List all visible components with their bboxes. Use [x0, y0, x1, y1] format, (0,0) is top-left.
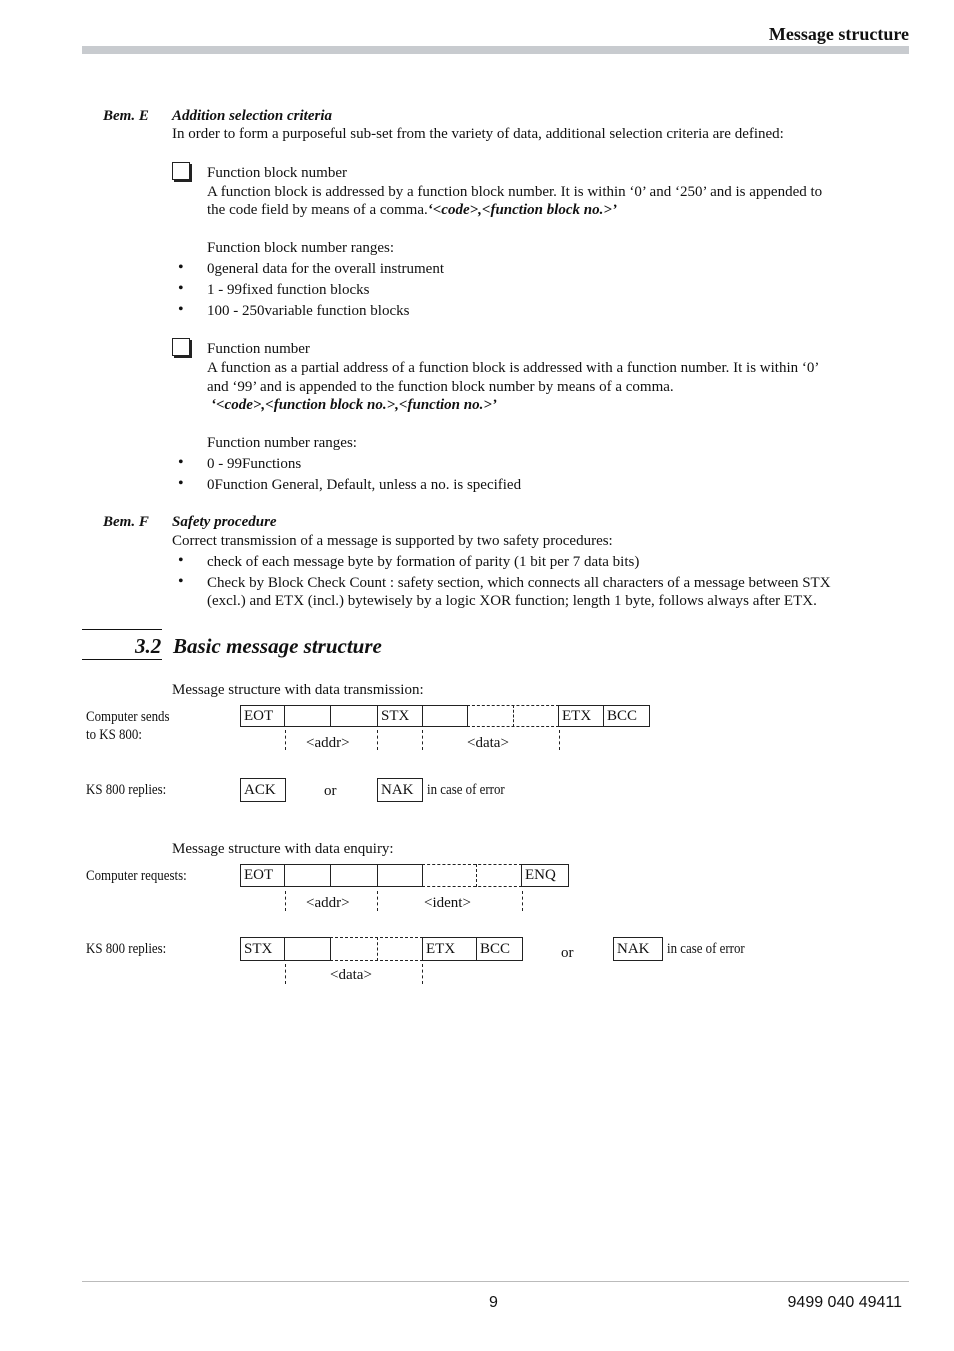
bem-e-title: Addition selection criteria [172, 108, 332, 124]
bem-f-intro: Correct transmission of a message is supported by two safety procedures: [172, 533, 613, 549]
section-title: Basic message structure [173, 634, 382, 658]
reply-label: KS 800 replies: [86, 782, 167, 798]
or-label: or [561, 945, 574, 961]
nak-box: NAK [613, 937, 663, 961]
bracket-tick [559, 730, 560, 750]
function-block-line2-text: the code field by means of a comma. [207, 202, 428, 218]
checkbox-icon [172, 338, 190, 356]
ident-label: <ident> [424, 895, 471, 911]
bracket-tick [522, 891, 523, 911]
bracket-tick [285, 964, 286, 984]
bullet-icon: • [178, 552, 184, 569]
function-block-heading: Function block number [207, 165, 347, 181]
function-block-range-0: 0general data for the overall instrument [207, 261, 444, 277]
function-number-ranges-label: Function number ranges: [207, 435, 357, 451]
section-rule-top [82, 629, 162, 630]
frame-cell-etx: ETX [422, 937, 477, 961]
frame-cell-eot: EOT [240, 705, 285, 727]
ack-box-wrap [240, 778, 286, 802]
section-number: 3.2 [135, 634, 162, 658]
bracket-tick [422, 730, 423, 750]
bracket-tick [377, 730, 378, 750]
page-number: 9 [489, 1294, 498, 1311]
data-label: <data> [467, 735, 509, 751]
bem-f-label: Bem. F [103, 514, 149, 530]
function-number-heading: Function number [207, 341, 310, 357]
function-block-range-2: 100 - 250variable function blocks [207, 303, 410, 319]
function-number-line2: and ‘99’ and is appended to the function block number by means of a comma. [207, 379, 674, 395]
frame-cell-addr-2 [330, 705, 378, 727]
function-number-syntax: ‘<code>,<function block no.>,<function no.>’ [211, 397, 497, 413]
frame-divider [467, 705, 468, 727]
bracket-tick [377, 891, 378, 911]
frame-cell-ident-dashed [422, 864, 522, 887]
request-label: Computer requests: [86, 868, 187, 884]
bem-f-item-2-line1: Check by Block Check Count : safety section, which connects all characters of a message between STX [207, 575, 831, 591]
function-number-range-1: 0Function General, Default, unless a no. is specified [207, 477, 522, 493]
reply-frame [240, 937, 523, 961]
page-header-title: Message structure [768, 24, 909, 44]
section-rule-bottom [82, 659, 162, 660]
sender-label-line2: to KS 800: [86, 727, 142, 743]
function-block-line2 [207, 201, 617, 219]
nak-box-wrap [377, 778, 423, 802]
function-number-range-0: 0 - 99Functions [207, 456, 302, 472]
bullet-icon: • [178, 259, 184, 276]
bem-f-item-1: check of each message byte by formation of parity (1 bit per 7 data bits) [207, 554, 640, 570]
function-block-line1: A function block is addressed by a function block number. It is within ‘0’ and ‘250’ and is appended to [207, 184, 823, 200]
frame-divider [422, 864, 423, 887]
function-block-syntax: ‘<code>,<function block no.>’ [427, 202, 617, 218]
error-note: in case of error [667, 941, 745, 957]
reply-label: KS 800 replies: [86, 941, 167, 957]
transmission-frame [240, 705, 650, 727]
frame-cell-data-1 [422, 705, 468, 727]
bem-f-item-2-line2: (excl.) and ETX (incl.) bytewisely by a logic XOR function; length 1 byte, follows always after ETX. [207, 593, 817, 609]
frame-divider [513, 705, 514, 727]
function-block-ranges-label: Function block number ranges: [207, 240, 395, 256]
frame-cell-bcc: BCC [476, 937, 523, 961]
frame-cell-stx: STX [240, 937, 285, 961]
frame-cell-etx: ETX [558, 705, 604, 727]
bullet-icon: • [178, 280, 184, 297]
addr-label: <addr> [306, 735, 350, 751]
nak-box-wrap [613, 937, 663, 961]
frame-cell-stx: STX [377, 705, 423, 727]
frame-cell-eot: EOT [240, 864, 285, 887]
frame-cell-addr-1 [284, 864, 331, 887]
bullet-icon: • [178, 301, 184, 318]
transmission-caption: Message structure with data transmission: [172, 682, 424, 698]
or-label: or [324, 783, 337, 799]
frame-cell-data-1 [284, 937, 331, 961]
bracket-tick [422, 964, 423, 984]
sender-label-line1: Computer sends [86, 709, 170, 725]
frame-cell-bcc: BCC [603, 705, 650, 727]
frame-divider [377, 937, 378, 961]
data-label: <data> [330, 967, 372, 983]
frame-cell-addr-1 [284, 705, 331, 727]
function-number-line1: A function as a partial address of a function block is addressed with a function number. It is within ‘0’ [207, 360, 820, 376]
bem-e-intro: In order to form a purposeful sub-set from the variety of data, additional selection criteria are defined: [172, 126, 784, 142]
header-rule [82, 46, 909, 54]
ack-box: ACK [240, 778, 286, 802]
checkbox-icon [172, 162, 190, 180]
enquiry-caption: Message structure with data enquiry: [172, 841, 394, 857]
bullet-icon: • [178, 573, 184, 590]
frame-cell-enq: ENQ [521, 864, 569, 887]
frame-cell-addr-2 [330, 864, 378, 887]
frame-cell-ident-1 [377, 864, 423, 887]
nak-box: NAK [377, 778, 423, 802]
bracket-tick [285, 730, 286, 750]
frame-divider [476, 864, 477, 887]
addr-label: <addr> [306, 895, 350, 911]
frame-divider [330, 937, 331, 961]
function-block-range-1: 1 - 99fixed function blocks [207, 282, 370, 298]
bracket-tick [285, 891, 286, 911]
bem-e-label: Bem. E [103, 108, 149, 124]
document-number: 9499 040 49411 [787, 1294, 902, 1311]
bem-f-title: Safety procedure [172, 514, 277, 530]
bullet-icon: • [178, 454, 184, 471]
footer-rule [82, 1281, 909, 1282]
enquiry-frame [240, 864, 569, 887]
bullet-icon: • [178, 475, 184, 492]
error-note: in case of error [427, 782, 505, 798]
